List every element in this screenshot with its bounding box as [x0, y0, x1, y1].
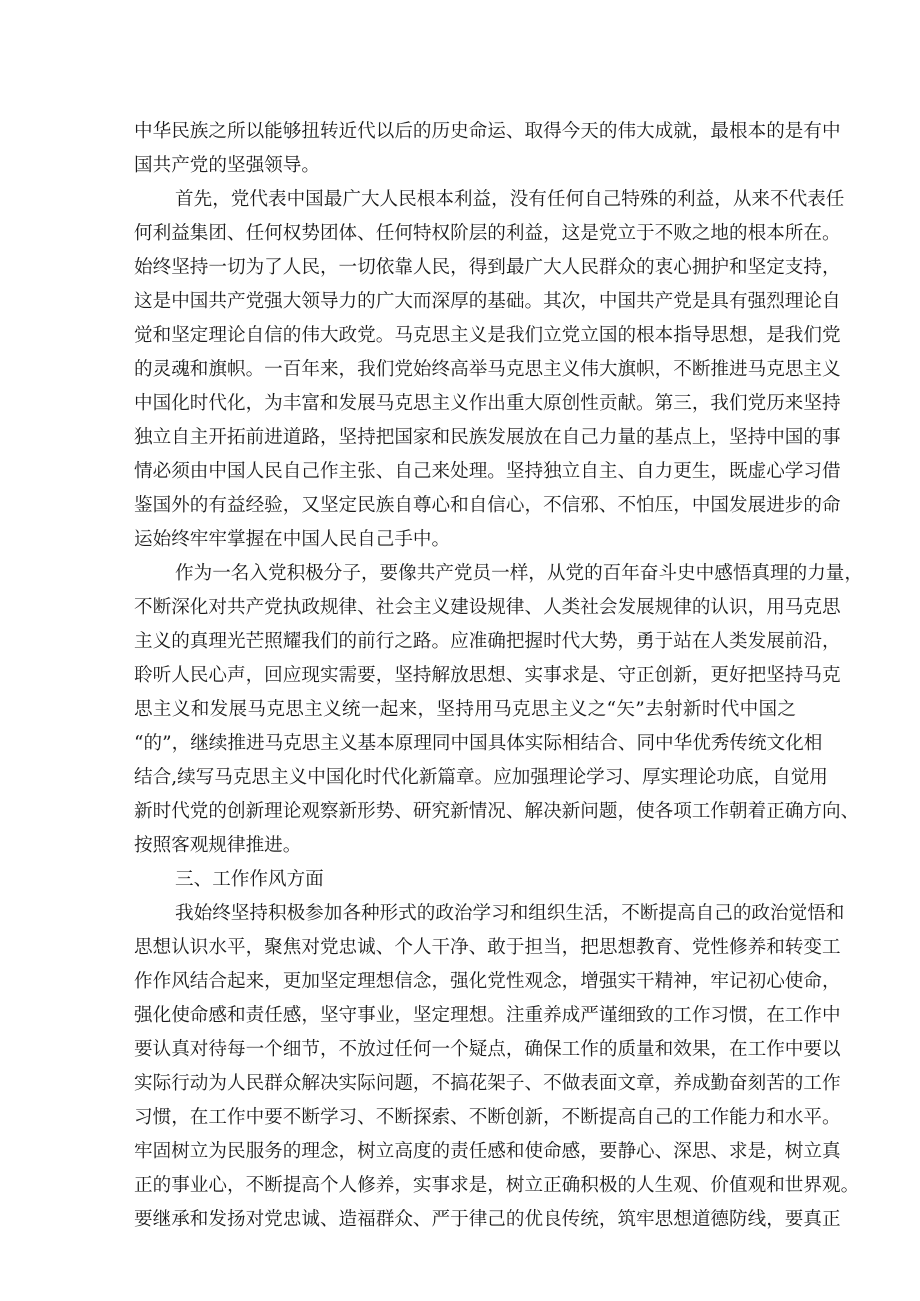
section-heading — [134, 863, 796, 897]
text-line: 中国化时代化，为丰富和发展马克思主义作出重大原创性贡献。第三，我们党历来坚持 — [134, 393, 841, 414]
text-line: 鉴国外的有益经验，又坚定民族自尊心和自信心，不信邪、不怕压，中国发展进步的命 — [134, 495, 841, 516]
paragraph — [134, 897, 860, 1237]
text-line: 独立自主开拓前进道路，坚持把国家和民族发展放在自己力量的基点上，坚持中国的事 — [134, 427, 841, 448]
text-line: 结合,续写马克思主义中国化时代化新篇章。应加强理论学习、厚实理论功底，自觉用 — [134, 767, 828, 788]
text-line: 要继承和发扬对党忠诚、造福群众、严于律己的优良传统，筑牢思想道德防线，要真正 — [134, 1209, 841, 1230]
text-line: 运始终牢牢掌握在中国人民自己手中。 — [134, 529, 451, 550]
text-line: “的”，继续推进马克思主义基本原理同中国具体实际相结合、同中华优秀传统文化相 — [134, 733, 823, 754]
text-line: 实际行动为人民群众解决实际问题，不搞花架子、不做表面文章，养成勤奋刻苦的工作 — [134, 1073, 841, 1094]
text-line: 中华民族之所以能够扭转近代以后的历史命运、取得今天的伟大成就，最根本的是有中 — [134, 121, 841, 142]
text-line: 主义的真理光芒照耀我们的前行之路。应准确把握时代大势，勇于站在人类发展前沿， — [134, 631, 841, 652]
text-line: 何利益集团、任何权势团体、任何特权阶层的利益，这是党立于不败之地的根本所在。 — [134, 223, 841, 244]
text-line: 我始终坚持积极参加各种形式的政治学习和组织生活，不断提高自己的政治觉悟和 — [175, 903, 845, 924]
text-line: 觉和坚定理论自信的伟大政党。马克思主义是我们立党立国的根本指导思想，是我们党 — [134, 325, 841, 346]
text-line: 作作风结合起来，更加坚定理想信念，强化党性观念，增强实干精神，牢记初心使命， — [134, 971, 841, 992]
text-line: 正的事业心，不断提高个人修养，实事求是，树立正确积极的人生观、价值观和世界观。 — [134, 1175, 860, 1196]
text-line: 思想认识水平，聚焦对党忠诚、个人干净、敢于担当，把思想教育、党性修养和转变工 — [134, 937, 841, 958]
text-line: 牢固树立为民服务的理念，树立高度的责任感和使命感，要静心、深思、求是，树立真 — [134, 1141, 841, 1162]
text-line: 聆听人民心声，回应现实需要，坚持解放思想、实事求是、守正创新，更好把坚持马克 — [134, 665, 841, 686]
text-line: 这是中国共产党强大领导力的广大而深厚的基础。其次，中国共产党是具有强烈理论自 — [134, 291, 841, 312]
paragraph — [134, 183, 845, 557]
paragraph — [134, 557, 863, 863]
text-line: 作为一名入党积极分子，要像共产党员一样，从党的百年奋斗史中感悟真理的力量， — [175, 563, 863, 584]
text-line: 不断深化对共产党执政规律、社会主义建设规律、人类社会发展规律的认识，用马克思 — [134, 597, 841, 618]
text-line: 强化使命感和责任感，坚守事业，坚定理想。注重养成严谨细致的工作习惯，在工作中 — [134, 1005, 841, 1026]
text-line: 按照客观规律推进。 — [134, 835, 302, 856]
text-line: 要认真对待每一个细节，不放过任何一个疑点，确保工作的质量和效果，在工作中要以 — [134, 1039, 841, 1060]
text-line: 新时代党的创新理论观察新形势、研究新情况、解决新问题，使各项工作朝着正确方向、 — [134, 801, 860, 822]
text-line: 习惯，在工作中要不断学习、不断探索、不断创新，不断提高自己的工作能力和水平。 — [134, 1107, 841, 1128]
text-line: 思主义和发展马克思主义统一起来，坚持用马克思主义之“矢”去射新时代中国之 — [134, 699, 796, 720]
document-page — [134, 115, 863, 1237]
text-line: 始终坚持一切为了人民，一切依靠人民，得到最广大人民群众的衷心拥护和坚定支持， — [134, 257, 841, 278]
text-line: 情必须由中国人民自己作主张、自己来处理。坚持独立自主、自力更生，既虚心学习借 — [134, 461, 841, 482]
section-heading-text: 三、工作作风方面 — [175, 869, 324, 890]
text-line: 国共产党的坚强领导。 — [134, 155, 320, 176]
paragraph — [134, 115, 841, 183]
text-line: 首先，党代表中国最广大人民根本利益，没有任何自己特殊的利益，从来不代表任 — [175, 189, 845, 210]
text-line: 的灵魂和旗帜。一百年来，我们党始终高举马克思主义伟大旗帜，不断推进马克思主义 — [134, 359, 841, 380]
